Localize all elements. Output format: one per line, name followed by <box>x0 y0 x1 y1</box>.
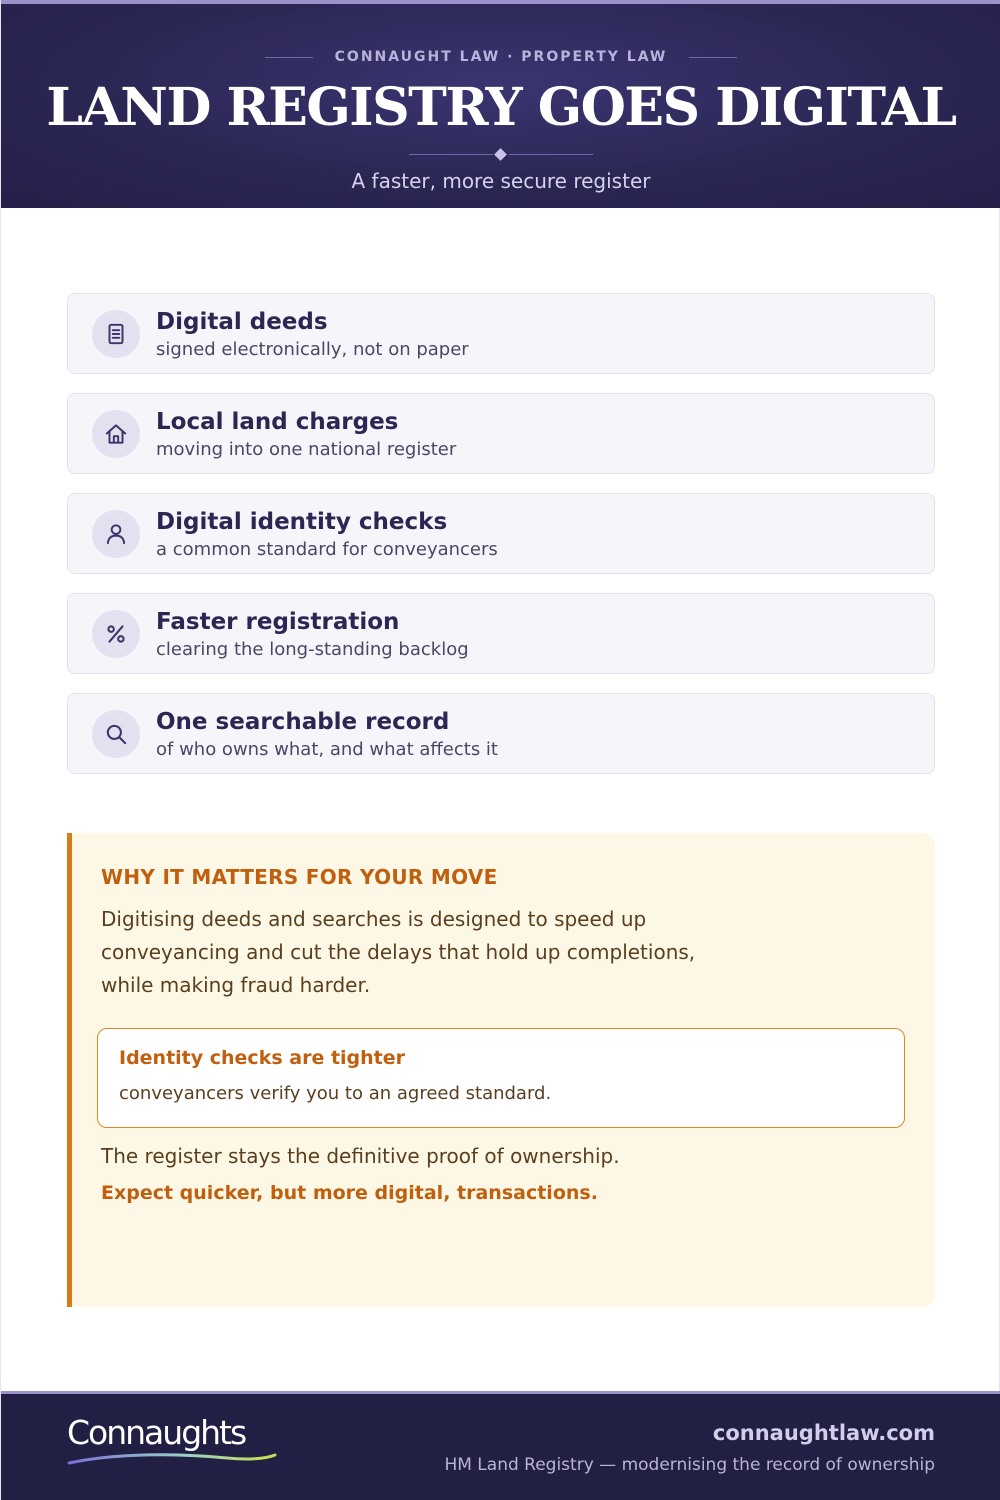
header-top-rule <box>1 0 1000 4</box>
kicker-rule-left <box>265 57 313 58</box>
feature-card-identity-checks <box>67 493 935 574</box>
identity-checks-box <box>97 1028 905 1128</box>
connaughts-logo <box>67 1413 297 1473</box>
feature-subtitle: of who owns what, and what affects it <box>156 739 498 760</box>
feature-icon-badge <box>92 310 140 358</box>
feature-subtitle: clearing the long-standing backlog <box>156 639 469 660</box>
feature-card-local-land-charges <box>67 393 935 474</box>
feature-card-faster-registration <box>67 593 935 674</box>
ornament-diamond <box>494 148 507 161</box>
logo-wordmark: Connaughts <box>67 1413 246 1452</box>
footer-website-link[interactable]: connaughtlaw.com <box>712 1421 935 1445</box>
footer-top-rule <box>1 1391 1000 1394</box>
callout-line-expectation: Expect quicker, but more digital, transactions. <box>101 1182 598 1204</box>
page-subtitle: A faster, more secure register <box>351 169 651 193</box>
feature-card-searchable-record <box>67 693 935 774</box>
feature-title: Faster registration <box>156 609 400 635</box>
kicker-rule-right <box>689 57 737 58</box>
percent-icon <box>103 621 129 647</box>
callout-line-ownership: The register stays the definitive proof of ownership. <box>101 1144 620 1168</box>
header-kicker: CONNAUGHT LAW · PROPERTY LAW <box>334 49 668 65</box>
footer-bar <box>1 1391 1000 1500</box>
feature-icon-badge <box>92 410 140 458</box>
feature-icon-badge <box>92 510 140 558</box>
ornament-line-left <box>409 154 493 155</box>
search-icon <box>103 721 129 747</box>
box-title: Identity checks are tighter <box>119 1047 406 1069</box>
feature-subtitle: a common standard for conveyancers <box>156 539 498 560</box>
callout-heading: WHY IT MATTERS FOR YOUR MOVE <box>101 865 498 889</box>
title-ornament <box>409 148 593 162</box>
box-text: conveyancers verify you to an agreed standard. <box>119 1083 552 1104</box>
logo-swoosh-icon <box>67 1451 277 1467</box>
feature-subtitle: signed electronically, not on paper <box>156 339 469 360</box>
ornament-line-right <box>509 154 593 155</box>
feature-icon-badge <box>92 610 140 658</box>
kicker-row <box>1 47 1000 67</box>
feature-title: Digital identity checks <box>156 509 448 535</box>
person-icon <box>103 521 129 547</box>
callout-body: Digitising deeds and searches is designed to speed up conveyancing and cut the delays that hold up completions, while making fraud harder. <box>101 907 696 997</box>
feature-icon-badge <box>92 710 140 758</box>
feature-title: Local land charges <box>156 409 399 435</box>
feature-subtitle: moving into one national register <box>156 439 457 460</box>
why-it-matters-callout <box>67 833 935 1307</box>
footer-note: HM Land Registry — modernising the record of ownership <box>444 1455 935 1475</box>
feature-title: Digital deeds <box>156 309 328 335</box>
feature-title: One searchable record <box>156 709 450 735</box>
house-icon <box>103 421 129 447</box>
feature-card-digital-deeds <box>67 293 935 374</box>
document-icon <box>103 321 129 347</box>
page-title: LAND REGISTRY GOES DIGITAL <box>46 77 956 138</box>
header-banner <box>1 0 1000 208</box>
